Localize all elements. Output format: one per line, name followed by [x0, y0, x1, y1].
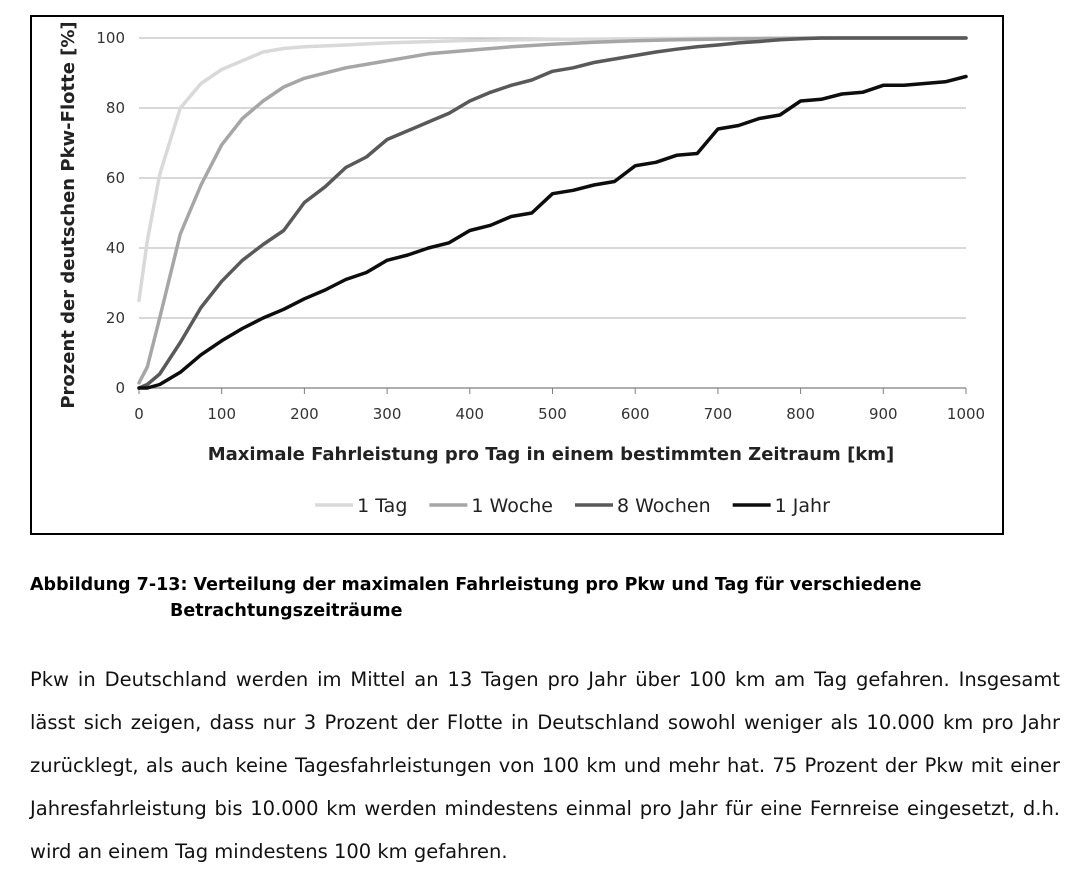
y-axis-title: Prozent der deutschen Pkw-Flotte [%] [58, 21, 79, 409]
caption-label: Abbildung 7-13: [30, 575, 188, 595]
axis-layer [96, 29, 985, 423]
series-line-8-wochen [139, 38, 966, 388]
x-tick-label-100: 100 [207, 405, 237, 423]
x-axis-title: Maximale Fahrleistung pro Tag in einem bestimmten Zeitraum [km] [207, 444, 895, 465]
x-tick-label-200: 200 [290, 405, 319, 423]
figure-caption [30, 572, 1060, 624]
legend-label-1-jahr: 1 Jahr [774, 495, 830, 517]
body-paragraph: Pkw in Deutschland werden im Mittel an 13 Tagen pro Jahr über 100 km am Tag gefahren. Insgesamt lässt sich zeigen, dass nur 3 Prozent der Flotte in Deutschland sowohl weniger als 10.000 km pro Jahr zurücklegt, als auch keine Tagesfahrleistungen von 100 km und mehr hat. 75 Prozent der Pkw mit einer Jahresfahrleistung bis 10.000 km werden mindestens einmal pro Jahr für eine Fernreise eingesetzt, d.h. wird an einem Tag mindestens 100 km gefahren. [30, 668, 1060, 863]
y-tick-label-20: 20 [105, 309, 125, 327]
y-tick-label-0: 0 [115, 379, 125, 397]
x-tick-label-300: 300 [372, 405, 402, 423]
legend-label-8-wochen: 8 Wochen [617, 495, 711, 517]
series-layer [139, 38, 966, 388]
y-tick-label-40: 40 [105, 239, 125, 257]
x-tick-label-700: 700 [703, 405, 733, 423]
x-tick-label-500: 500 [538, 405, 567, 423]
series-line-1-jahr [139, 77, 966, 389]
series-line-1-woche [139, 38, 966, 383]
x-tick-label-800: 800 [786, 405, 815, 423]
line-chart [32, 17, 1002, 533]
legend-label-1-woche: 1 Woche [471, 495, 554, 517]
y-tick-label-80: 80 [105, 99, 125, 117]
caption-text-line1: Verteilung der maximalen Fahrleistung pro Pkw und Tag für verschiedene [193, 575, 922, 595]
x-tick-label-600: 600 [620, 405, 650, 423]
chart-frame [30, 15, 1004, 535]
x-tick-label-1000: 1000 [946, 405, 986, 423]
legend-label-1-tag: 1 Tag [357, 495, 408, 517]
body-text [30, 658, 1060, 873]
y-tick-label-60: 60 [105, 169, 125, 187]
caption-text-line2: Betrachtungszeiträume [170, 601, 403, 621]
x-tick-label-0: 0 [134, 405, 144, 423]
series-line-1-tag [139, 38, 966, 301]
legend [315, 495, 830, 517]
y-tick-label-100: 100 [96, 29, 125, 47]
grid-layer [139, 38, 966, 318]
x-tick-label-900: 900 [868, 405, 898, 423]
x-tick-label-400: 400 [455, 405, 485, 423]
